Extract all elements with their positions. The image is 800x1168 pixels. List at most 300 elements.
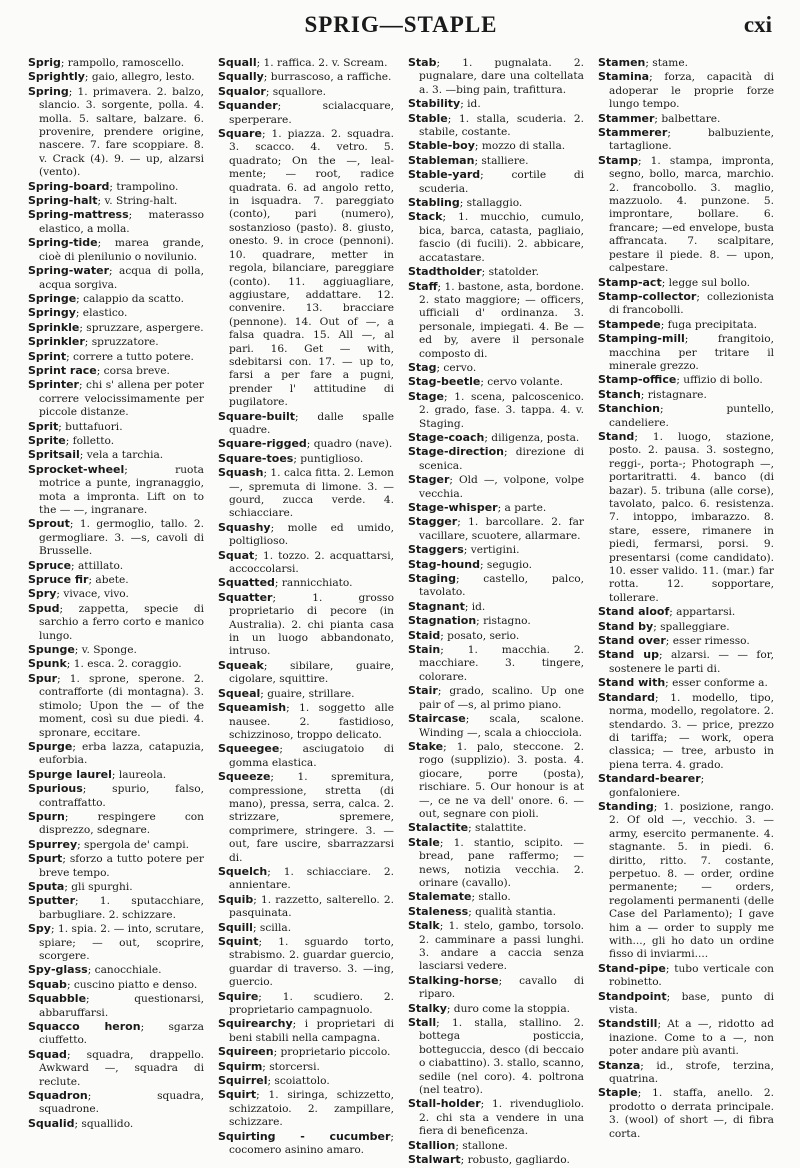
- dictionary-entry: [28, 208, 204, 236]
- dictionary-entry: [598, 1059, 774, 1087]
- entry-definition: ; squallido.: [74, 1117, 134, 1130]
- entry-definition: ; buttafuori.: [58, 420, 123, 433]
- page-header: [28, 0, 774, 44]
- dictionary-entry: [408, 265, 584, 279]
- entry-definition: ; tubo verticale con robinetto.: [609, 962, 774, 989]
- entry-headword: Spring: [28, 84, 69, 98]
- dictionary-entry: [218, 99, 394, 127]
- dictionary-entry: [28, 922, 204, 963]
- entry-headword: Squint: [218, 935, 259, 948]
- entry-definition: ; 1. rivendugliolo. 2. chi sta a vendere in una fiera di beneficenza.: [419, 1098, 584, 1138]
- dictionary-entry: [408, 919, 584, 974]
- entry-headword: Square-built: [218, 409, 296, 423]
- entry-headword: Staple: [598, 1086, 638, 1100]
- entry-definition: ; squadra, drappello. Awkward —, squadra di reclute.: [39, 1048, 204, 1088]
- dictionary-entry: [28, 852, 204, 880]
- entry-definition: ; stallone.: [455, 1139, 508, 1152]
- entry-definition: ; a parte.: [497, 502, 547, 514]
- dictionary-entry: [408, 643, 584, 684]
- entry-definition: ; 1. sprone, sperone. 2. contrafforte (di montagna). 3. stimolo; Upon the — of the moment, così su due piedi. 4. spronare, eccitare.: [39, 672, 204, 739]
- entry-headword: Squirearchy: [218, 1017, 293, 1031]
- dictionary-entry: [408, 97, 584, 111]
- entry-definition: ; acqua di polla, acqua sorgiva.: [39, 265, 204, 291]
- dictionary-entry: [408, 600, 584, 614]
- entry-definition: ; trampolino.: [109, 180, 179, 193]
- entry-definition: ; dalle spalle quadre.: [229, 410, 394, 436]
- dictionary-entry: [218, 742, 394, 770]
- entry-definition: ; 1. stampa, impronta, segno, bollo, marca, marchio. 2. francobollo. 3. maglio, mazzuolo. 4. punzone. 5. improntare, bollare. 6. francare; —ed envelope, busta affrancata. 7. scalpitare, pestare il piede. 8. — upon, calpestare.: [609, 154, 774, 275]
- entry-headword: Stand with: [598, 676, 666, 690]
- entry-headword: Squash: [218, 466, 264, 480]
- entry-headword: Stamp: [598, 153, 638, 167]
- entry-definition: ; 1. spremitura, compressione, stretta (di mano), pressa, serra, calca. 2. strizzare, spremere, comprimere, stringere. 3. — out, fare uscire, sbarrazzarsi di.: [229, 771, 394, 864]
- dictionary-entry: [598, 154, 774, 276]
- dictionary-entry: [598, 126, 774, 154]
- dictionary-entry: [408, 515, 584, 543]
- dictionary-entry: [598, 373, 774, 387]
- dictionary-entry: [408, 836, 584, 891]
- entry-headword: Stand up: [598, 648, 659, 662]
- dictionary-entry: [408, 501, 584, 515]
- dictionary-entry: [218, 127, 394, 410]
- column-3: [408, 56, 584, 1168]
- entry-headword: Spurn: [28, 809, 65, 823]
- dictionary-entry: [28, 810, 204, 838]
- entry-headword: Spry: [28, 587, 57, 601]
- dictionary-entry: [408, 390, 584, 431]
- dictionary-entry: [28, 517, 204, 558]
- entry-headword: Sprint: [28, 349, 67, 363]
- entry-definition: ; 1. calca fitta. 2. Lemon —, spremuta di limone. 3. — gourd, zucca verde. 4. schiacciare.: [229, 467, 394, 520]
- entry-headword: Stallion: [408, 1138, 456, 1152]
- dictionary-entry: [28, 378, 204, 419]
- entry-definition: ; statolder.: [481, 266, 539, 279]
- entry-definition: ; ristagnare.: [640, 388, 707, 401]
- entry-definition: ; 1. palo, steccone. 2. rogo (supplizio). 3. posta. 4. giocare, porre (posta), rischiare. 5. Our honour is at —, ce ne va dell' onore. 6. — out, segnare con pioli.: [419, 740, 584, 820]
- entry-definition: ; questionarsi, abbaruffarsi.: [39, 993, 204, 1019]
- entry-headword: Stanch: [598, 387, 641, 401]
- entry-definition: ; grado, scalino. Up one pair of —s, al primo piano.: [419, 685, 584, 711]
- dictionary-entry: [408, 614, 584, 628]
- dictionary-entry: [218, 893, 394, 921]
- entry-definition: ; cervo volante.: [480, 376, 564, 389]
- dictionary-entry: [598, 276, 774, 290]
- entry-definition: ; Old —, volpone, volpe vecchia.: [419, 474, 584, 500]
- entry-headword: Sprig: [28, 56, 61, 69]
- entry-headword: Stand: [598, 429, 635, 443]
- entry-definition: ; balbettare.: [654, 112, 721, 125]
- column-4: [598, 56, 774, 1168]
- entry-definition: ; spruzzatore.: [84, 336, 159, 349]
- entry-headword: Staid: [408, 628, 441, 642]
- dictionary-entry: [598, 620, 774, 634]
- entry-headword: Squabble: [28, 992, 87, 1006]
- entry-headword: Stamp-collector: [598, 289, 697, 303]
- dictionary-entry: [218, 70, 394, 84]
- entry-headword: Standard: [598, 690, 656, 704]
- entry-headword: Stand over: [598, 634, 666, 648]
- entry-definition: ; squadra, squadrone.: [39, 1090, 204, 1116]
- entry-definition: ; 1. scena, palcoscenico. 2. grado, fase. 3. tappa. 4. v. Staging.: [419, 390, 584, 430]
- entry-definition: ; materasso elastico, a molla.: [39, 209, 204, 235]
- dictionary-entry: [598, 691, 774, 772]
- dictionary-entry: [408, 112, 584, 140]
- dictionary-entry: [218, 466, 394, 521]
- entry-headword: Spurrey: [28, 837, 78, 851]
- dictionary-entry: [218, 687, 394, 701]
- entry-headword: Stalking-horse: [408, 973, 499, 987]
- entry-headword: Stalwart: [408, 1153, 461, 1167]
- entry-headword: Stalk: [408, 919, 440, 933]
- dictionary-entry: [218, 865, 394, 893]
- entry-headword: Squirm: [218, 1059, 263, 1073]
- entry-definition: ; 1. piazza. 2. squadra. 3. scacco. 4. vetro. 5. quadrato; On the —, leal-mente; — root, radice quadrata. 6. ad angolo retto, in isquadra. 7. pareggiato (conto), pari (numero), sostanzioso (pasto). 8. giusto, onesto. 9. in croce (pennoni). 10. quadrare, metter in regola, bilanciare, pareggiare (conto). 11. aggiuagliare, aggiustare, addattare. 12. convenire. 13. bracciare (pennone). 14. Out of —, a falsa quadra. 15. All —, al pari. 16. Get — with, sdebitarsi con. 17. — up to, farsi a per fare a pugni, prender l' attitudine di pugilatore.: [229, 128, 394, 409]
- entry-headword: Square-rigged: [218, 437, 307, 451]
- dictionary-entry: [408, 629, 584, 643]
- entry-definition: ; spruzzare, aspergere.: [79, 321, 204, 334]
- dictionary-entry: [28, 1089, 204, 1117]
- entry-headword: Staggers: [408, 543, 464, 557]
- entry-headword: Squall: [218, 56, 257, 69]
- entry-headword: Squat: [218, 548, 255, 562]
- dictionary-entry: [28, 978, 204, 992]
- entry-headword: Stair: [408, 684, 438, 698]
- dictionary-entry: [408, 473, 584, 501]
- entry-headword: Sputter: [28, 894, 76, 908]
- entry-headword: Stab: [408, 56, 437, 69]
- entry-headword: Stag-beetle: [408, 375, 481, 389]
- dictionary-entry: [218, 770, 394, 865]
- dictionary-entry: [408, 139, 584, 153]
- entry-headword: Staging: [408, 572, 456, 586]
- dictionary-entry: [28, 335, 204, 349]
- dictionary-entry: [28, 768, 204, 782]
- entry-definition: ; direzione di scenica.: [419, 446, 584, 472]
- entry-headword: Squander: [218, 99, 278, 113]
- entry-definition: ; cuscino piatto e denso.: [66, 978, 198, 991]
- entry-headword: Sprint race: [28, 363, 97, 377]
- entry-headword: Stall: [408, 1016, 437, 1030]
- entry-headword: Stand aloof: [598, 605, 670, 619]
- entry-definition: ; 1. modello, tipo, norma, modello, regolatore. 2. stendardo. 3. — price, prezzo di tariffa; — work, opera classica; — tree, arbusto in piena terra. 4. grado.: [609, 691, 774, 771]
- dictionary-entry: [218, 576, 394, 590]
- column-2: [218, 56, 394, 1168]
- entry-headword: Squirt: [218, 1088, 257, 1102]
- entry-definition: ; 1. bastone, asta, bordone. 2. stato maggiore; — officers, ufficiali d' ordinanza. 3. personale, impiegati. 4. Be —ed by, avere il personale composto di.: [419, 280, 584, 360]
- entry-definition: ; At a —, ridotto ad inazione. Come to a —, non poter andare più avanti.: [609, 1018, 774, 1058]
- dictionary-entry: [28, 70, 204, 84]
- entry-headword: Square: [218, 127, 262, 141]
- entry-definition: ; 1. stalla, stallino. 2. bottega posticcia, botteguccia, desco (di beccaio o ciabattino). 3. stallo, scanno, sedile (nel coro). 4. poltrona (nel teatro).: [419, 1017, 584, 1097]
- entry-headword: Stamp-act: [598, 275, 662, 289]
- entry-headword: Squireen: [218, 1045, 274, 1059]
- dictionary-entry: [408, 361, 584, 375]
- entry-definition: ; 1. tozzo. 2. acquattarsi, accoccolarsi.: [229, 549, 394, 576]
- entry-definition: ; scala, scalone. Winding —, scala a chiocciola.: [419, 713, 584, 739]
- dictionary-entry: [408, 712, 584, 740]
- dictionary-entry: [28, 448, 204, 462]
- entry-headword: Squire: [218, 989, 259, 1003]
- entry-definition: ; alzarsi. — — for, sostenere le parti di.: [609, 649, 775, 675]
- dictionary-entry: [408, 445, 584, 473]
- entry-headword: Squatted: [218, 576, 275, 590]
- entry-headword: Spurge: [28, 739, 73, 753]
- entry-headword: Standing: [598, 799, 654, 813]
- entry-definition: ; respingere con disprezzo, sdegnare.: [39, 810, 204, 837]
- entry-headword: Stableman: [408, 153, 475, 167]
- entry-headword: Sprinkle: [28, 320, 80, 334]
- entry-definition: ; correre a tutto potere.: [66, 350, 194, 363]
- entry-headword: Stagnant: [408, 599, 465, 613]
- entry-definition: ; ruota motrice a punte, ingranaggio, mota a impronta. Lift on to the — —, ingranare.: [39, 463, 204, 516]
- dictionary-entry: [28, 85, 204, 180]
- entry-headword: Stalky: [408, 1001, 447, 1015]
- entry-definition: ; cervo.: [436, 361, 477, 374]
- dictionary-entry: [408, 1139, 584, 1153]
- dictionary-entry: [28, 992, 204, 1020]
- dictionary-entry: [218, 452, 394, 466]
- entry-definition: ; gaio, allegro, lesto.: [84, 71, 195, 84]
- entry-definition: ; asciugatoio di gomma elastica.: [229, 743, 394, 769]
- entry-headword: Sprinkler: [28, 335, 85, 349]
- dictionary-entry: [218, 1045, 394, 1059]
- entry-definition: ; zappetta, specie di sarchio a ferro corto e manico lungo.: [39, 602, 204, 642]
- entry-definition: ; frangitoio, macchina per tritare il minerale grezzo.: [609, 333, 774, 372]
- entry-headword: Stable-yard: [408, 168, 481, 182]
- entry-definition: ; castello, palco, tavolato.: [419, 573, 584, 599]
- entry-headword: Squeeze: [218, 770, 271, 784]
- entry-definition: ; elastico.: [75, 307, 128, 320]
- entry-definition: ; cortile di scuderia.: [419, 169, 584, 195]
- dictionary-columns: [28, 56, 774, 1168]
- entry-headword: Springe: [28, 291, 77, 305]
- entry-headword: Squadron: [28, 1089, 88, 1103]
- entry-definition: ; appartarsi.: [669, 606, 736, 619]
- entry-definition: ; robusto, gagliardo.: [460, 1154, 570, 1167]
- entry-headword: Squelch: [218, 864, 268, 878]
- dictionary-entry: [598, 648, 774, 676]
- entry-definition: ; legge sul bollo.: [661, 276, 751, 289]
- entry-headword: Stanchion: [598, 402, 660, 416]
- entry-headword: Spurge laurel: [28, 767, 112, 781]
- entry-definition: ; storcersi.: [262, 1060, 320, 1073]
- entry-definition: ; 1. sguardo torto, strabismo. 2. guardar guercio, guardar di traverso. 3. —ing, guercio.: [229, 936, 394, 989]
- entry-headword: Stammer: [598, 111, 655, 125]
- dictionary-entry: [28, 292, 204, 306]
- dictionary-entry: [408, 740, 584, 821]
- dictionary-entry: [598, 332, 774, 373]
- entry-definition: ; 1. macchia. 2. macchiare. 3. tingere, colorare.: [419, 644, 584, 683]
- entry-headword: Spunge: [28, 643, 75, 657]
- dictionary-entry: [408, 890, 584, 904]
- dictionary-entry: [218, 410, 394, 438]
- entry-headword: Squatter: [218, 590, 273, 604]
- entry-headword: Stable: [408, 111, 448, 125]
- entry-definition: ; stalliere.: [474, 154, 529, 167]
- entry-definition: ; balbuziente, tartaglione.: [609, 127, 774, 153]
- entry-headword: Sprightly: [28, 70, 85, 84]
- entry-definition: ; stallo.: [471, 891, 511, 904]
- entry-headword: Stanza: [598, 1058, 641, 1072]
- entry-headword: Stable-boy: [408, 139, 475, 153]
- dictionary-entry: [28, 264, 204, 292]
- entry-definition: ; id.: [460, 98, 481, 111]
- dictionary-entry: [408, 431, 584, 445]
- dictionary-entry: [408, 684, 584, 712]
- dictionary-entry: [598, 1017, 774, 1058]
- entry-headword: Stage-direction: [408, 445, 504, 459]
- dictionary-entry: [28, 1048, 204, 1089]
- entry-definition: ; spurio, falso, contraffatto.: [39, 783, 204, 809]
- dictionary-entry: [28, 559, 204, 573]
- entry-definition: ; erba lazza, catapuzia, euforbia.: [39, 740, 204, 767]
- entry-headword: Spurious: [28, 782, 83, 796]
- entry-headword: Stand by: [598, 619, 654, 633]
- dictionary-entry: [218, 1017, 394, 1045]
- running-head: SPRIG—STAPLE: [304, 12, 498, 37]
- entry-definition: ; v. Sponge.: [74, 644, 137, 657]
- dictionary-entry: [28, 894, 204, 922]
- dictionary-entry: [28, 587, 204, 601]
- entry-definition: ; marea grande, cioè di plenilunio o novilunio.: [39, 237, 204, 263]
- dictionary-entry: [408, 905, 584, 919]
- entry-headword: Stamping-mill: [598, 332, 685, 346]
- dictionary-entry: [28, 306, 204, 320]
- dictionary-entry: [408, 1002, 584, 1016]
- entry-definition: ; stallaggio.: [459, 197, 523, 210]
- entry-headword: Spur: [28, 671, 58, 685]
- entry-headword: Spring-board: [28, 179, 110, 193]
- entry-definition: ; 1. siringa, schizzetto, schizzatoio. 2. zampillare, schizzare.: [229, 1089, 394, 1129]
- entry-headword: Stain: [408, 643, 441, 657]
- entry-headword: Squalid: [28, 1116, 75, 1130]
- dictionary-entry: [598, 318, 774, 332]
- entry-headword: Spurt: [28, 852, 63, 866]
- entry-headword: Sprit: [28, 419, 59, 433]
- entry-definition: ; 1. luogo, stazione, posto. 2. pausa. 3. sostegno, reggi-, porta-; Photograph —, portaritratti. 4. banco (di bazar). 5. tribuna (alle corse), tavolato, palco. 6. resistenza. 7. intoppo, imbarazzo. 8. stare, essere, rimanere in piedi, fermarsi, porsi. 9. presentarsi (come candidato). 10. esser valido. 11. (mar.) far rotta. 12. sopportare, tollerare.: [609, 430, 774, 604]
- entry-definition: ; ristagno.: [476, 615, 531, 628]
- dictionary-entry: [598, 430, 774, 605]
- entry-headword: Spruce: [28, 558, 72, 572]
- entry-definition: ; 1. barcollare. 2. far vacillare, scuotere, allarmare.: [419, 516, 584, 542]
- entry-headword: Staircase: [408, 712, 466, 726]
- dictionary-entry: [28, 1117, 204, 1131]
- entry-definition: ; sforzo a tutto potere per breve tempo.: [39, 853, 204, 879]
- dictionary-entry: [408, 1016, 584, 1097]
- entry-headword: Spy: [28, 922, 51, 936]
- entry-headword: Stalemate: [408, 890, 472, 904]
- dictionary-entry: [28, 180, 204, 194]
- entry-headword: Stalactite: [408, 821, 469, 835]
- entry-definition: ; calappio da scatto.: [76, 292, 184, 305]
- dictionary-entry: [28, 963, 204, 977]
- entry-definition: ; gonfaloniere.: [609, 773, 705, 799]
- dictionary-entry: [598, 388, 774, 402]
- dictionary-entry: [28, 56, 204, 70]
- entry-definition: ; collezionista di francobolli.: [609, 290, 774, 317]
- entry-headword: Stability: [408, 97, 461, 111]
- entry-definition: ; esser conforme a.: [665, 677, 768, 690]
- entry-headword: Staleness: [408, 904, 469, 918]
- dictionary-entry: [408, 821, 584, 835]
- dictionary-entry: [598, 112, 774, 126]
- entry-headword: Stadtholder: [408, 265, 482, 279]
- entry-definition: ; spergola de' campi.: [77, 838, 189, 851]
- dictionary-entry: [408, 280, 584, 361]
- dictionary-entry: [408, 375, 584, 389]
- dictionary-entry: [408, 974, 584, 1002]
- entry-definition: ; base, punto di vista.: [609, 990, 774, 1017]
- entry-definition: ; 1. stelo, gambo, torsolo. 2. camminare a passi lunghi. 3. andare a caccia senza lasciarsi vedere.: [419, 920, 584, 973]
- dictionary-entry: [28, 880, 204, 894]
- dictionary-entry: [28, 463, 204, 518]
- entry-headword: Stand-pipe: [598, 961, 666, 975]
- page-number: cxi: [743, 12, 772, 37]
- dictionary-entry: [408, 558, 584, 572]
- entry-definition: ; 1. mucchio, cumulo, bica, barca, catasta, pagliaio, fascio (di fucili). 2. abbicare, accatastare.: [419, 211, 584, 264]
- entry-definition: ; 1. esca. 2. coraggio.: [66, 658, 182, 671]
- entry-definition: ; 1. razzetto, salterello. 2. pasquinata.: [229, 893, 394, 920]
- entry-headword: Stabling: [408, 196, 460, 210]
- dictionary-entry: [28, 643, 204, 657]
- dictionary-entry: [28, 573, 204, 587]
- entry-headword: Sprite: [28, 433, 66, 447]
- entry-headword: Spring-tide: [28, 236, 98, 250]
- entry-headword: Squeegee: [218, 742, 280, 756]
- dictionary-entry: [598, 962, 774, 990]
- entry-definition: ; scilla.: [252, 921, 292, 934]
- entry-headword: Stammerer: [598, 126, 668, 140]
- entry-definition: ; 1. spia. 2. — into, scrutare, spiare; — out, scoprire, scorgere.: [39, 923, 204, 962]
- entry-definition: ; proprietario piccolo.: [273, 1046, 391, 1059]
- entry-definition: ; 1. stantio, scipito. — bread, pane raffermo; — news, notizia vecchia. 2. orinare (cavallo).: [419, 836, 584, 889]
- entry-definition: ; attillato.: [71, 559, 124, 572]
- entry-definition: ; esser rimesso.: [665, 635, 750, 648]
- entry-headword: Squeak: [218, 658, 264, 672]
- dictionary-entry: [218, 1130, 394, 1158]
- entry-headword: Spruce fir: [28, 573, 89, 587]
- dictionary-entry: [598, 605, 774, 619]
- dictionary-entry: [598, 990, 774, 1018]
- entry-definition: ; scoiattolo.: [267, 1075, 330, 1088]
- entry-headword: Spunk: [28, 657, 67, 671]
- entry-headword: Squill: [218, 920, 253, 934]
- entry-definition: ; vivace, vivo.: [56, 588, 129, 601]
- entry-headword: Stagnation: [408, 614, 477, 628]
- dictionary-entry: [28, 672, 204, 740]
- dictionary-entry: [598, 70, 774, 111]
- entry-definition: ; scialacquare, sperperare.: [229, 100, 394, 126]
- entry-headword: Stagger: [408, 515, 458, 529]
- dictionary-entry: [28, 782, 204, 810]
- dictionary-entry: [408, 56, 584, 97]
- entry-definition: ; fuga precipitata.: [660, 318, 757, 331]
- dictionary-entry: [28, 364, 204, 378]
- entry-definition: ; corsa breve.: [96, 364, 170, 377]
- entry-headword: Stake: [408, 739, 444, 753]
- entry-headword: Stale: [408, 835, 440, 849]
- entry-headword: Sprocket-wheel: [28, 462, 125, 476]
- entry-definition: ; id.: [464, 600, 486, 613]
- entry-headword: Squab: [28, 977, 67, 991]
- entry-definition: ; 1. grosso proprietario di pecore (in Australia). 2. chi pianta casa in un luogo abbandonato, intruso.: [229, 591, 394, 658]
- dictionary-entry: [28, 434, 204, 448]
- dictionary-entry: [218, 921, 394, 935]
- entry-headword: Sputa: [28, 879, 65, 893]
- entry-definition: ; quadro (nave).: [306, 438, 393, 451]
- entry-definition: ; 1. primavera. 2. balzo, slancio. 3. sorgente, polla. 4. molla. 5. saltare, balzare. 6. provenire, prendere origine, nascere. 7. fare scoppiare. 8. v. Crack (4). 9. — up, alzarsi (vento).: [39, 85, 204, 179]
- entry-definition: ; 1. pugnalata. 2. pugnalare, dare una coltellata a. 3. —bing pain, trafittura.: [419, 57, 584, 96]
